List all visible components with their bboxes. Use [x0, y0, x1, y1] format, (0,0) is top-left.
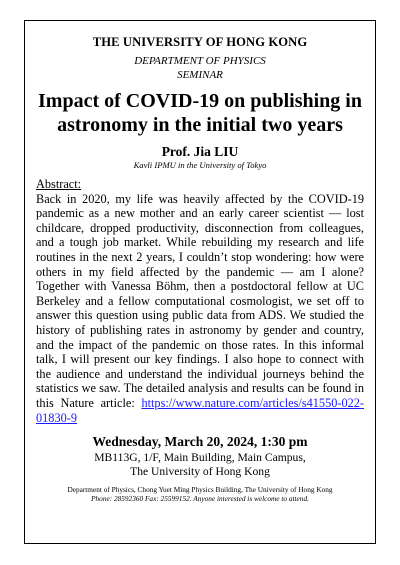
- department-name: DEPARTMENT OF PHYSICS: [134, 55, 266, 67]
- footer-contact: Phone: 28592360 Fax: 25599152. Anyone interested is welcome to attend.: [91, 494, 309, 504]
- venue-line2: The University of Hong Kong: [130, 465, 270, 479]
- abstract-text: Back in 2020, my life was heavily affected by the COVID-19 pandemic as a new mother and an early career scientist — lost childcare, dropped productivity, disconnection from colleagues, and a tough job market. While rebuilding my research and life routines in the next 2 years, I couldn’t stop wondering: how were others in my field affected by the pandemic — am I alone? Together with Vanessa Böhm, then a postdoctoral fellow at UC Berkeley and a fellow computational cosmologist, we set off to answer this question using public data from ADS. We studied the history of publishing rates in astronomy by gender and country, and the impact of the pandemic on those rates. In this informal talk, I will present our key findings. I also hope to connect with the audience and understand the individual journeys behind the statistics we saw. The detailed analysis and results can be found in this Nature article:: [36, 191, 364, 410]
- seminar-poster: [24, 20, 376, 544]
- event-type: SEMINAR: [177, 69, 223, 81]
- talk-title-line2: astronomy in the initial two years: [57, 114, 343, 136]
- speaker-name: Prof. Jia LIU: [161, 144, 239, 159]
- event-datetime: Wednesday, March 20, 2024, 1:30 pm: [92, 434, 308, 450]
- footer-address: Department of Physics, Chong Yuet Ming Physics Building, The University of Hong Kong: [67, 485, 333, 495]
- abstract-label: Abstract:: [36, 177, 82, 191]
- speaker-affiliation: Kavli IPMU in the University of Tokyo: [133, 160, 267, 170]
- talk-title-line1: Impact of COVID-19 on publishing in: [38, 90, 362, 112]
- article-link[interactable]: https://www.nature.com/articles/s41550-022-01830-9: [36, 395, 365, 425]
- venue-line1: MB113G, 1/F, Main Building, Main Campus,: [94, 451, 306, 465]
- talk-title: [36, 89, 364, 137]
- university-name: THE UNIVERSITY OF HONG KONG: [92, 35, 308, 49]
- event-venue: [36, 451, 364, 479]
- abstract-body: [36, 192, 364, 426]
